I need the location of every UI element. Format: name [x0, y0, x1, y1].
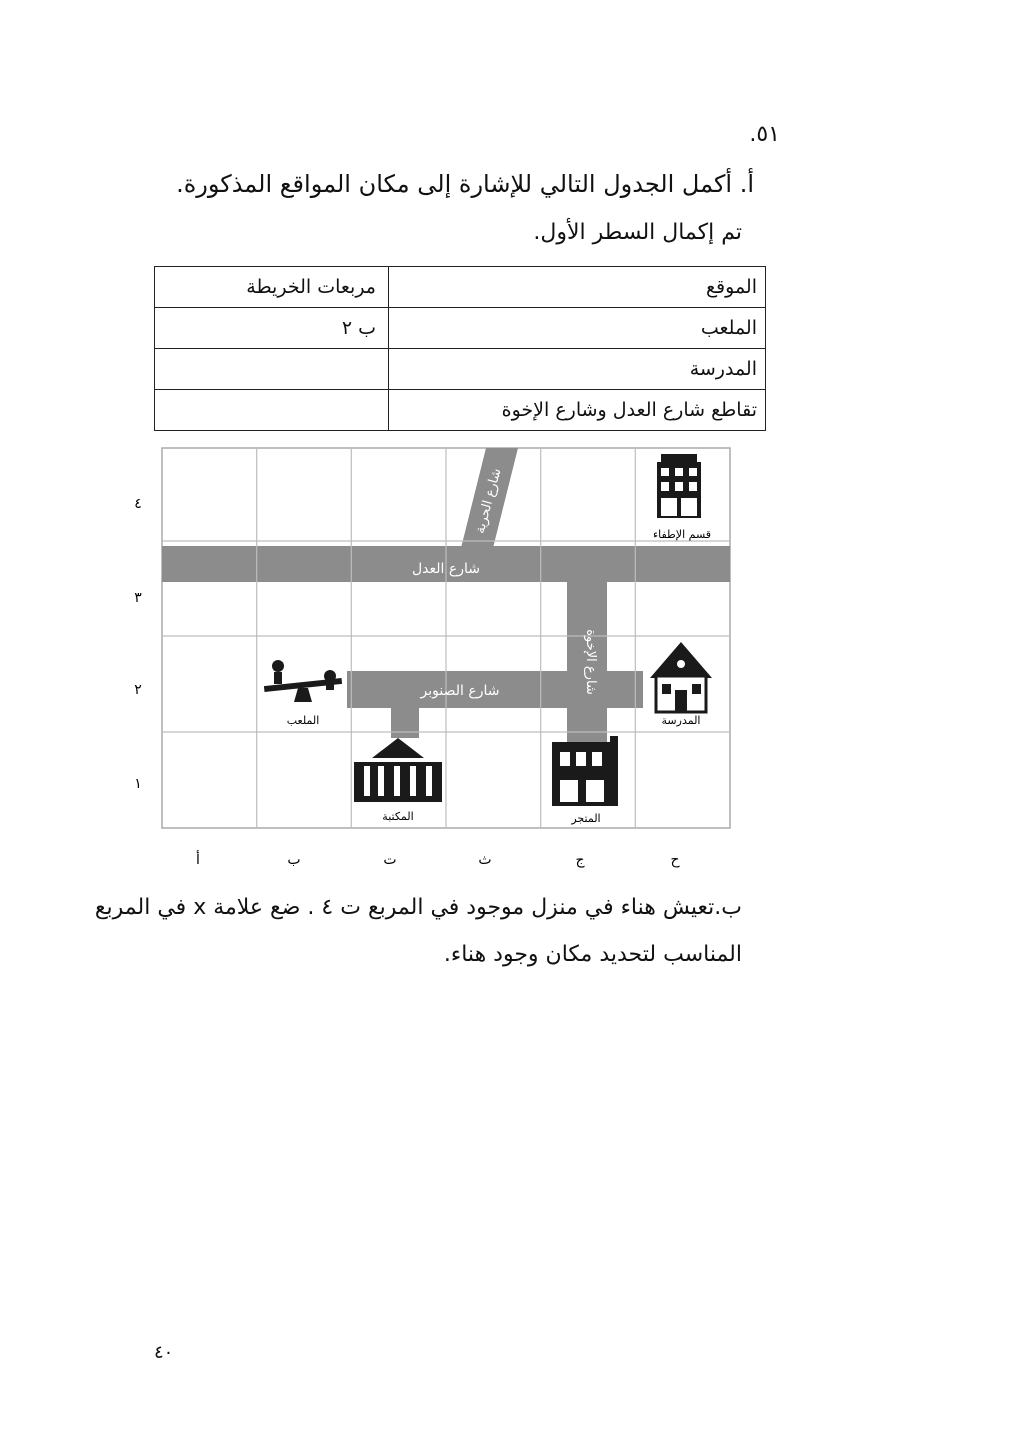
col-label-b: ب: [287, 852, 301, 868]
street-label-sanawbar: شارع الصنوبر: [420, 683, 500, 699]
part-a-note: تم إكمال السطر الأول.: [533, 220, 742, 245]
row-map-square[interactable]: ب ٢: [155, 308, 389, 349]
col-label-j: ج: [575, 852, 585, 868]
part-b-line1: ب.تعيش هناء في منزل موجود في المربع ت ٤ . ضع علامة x في المربع: [94, 895, 742, 920]
street-label-ukhuwa: شارع الإخوة: [583, 629, 598, 695]
row-label-4: ٤: [134, 496, 142, 512]
row-map-square[interactable]: [155, 390, 389, 431]
row-map-square[interactable]: [155, 349, 389, 390]
part-b-line2: المناسب لتحديد مكان وجود هناء.: [443, 942, 742, 967]
label-library: المكتبة: [382, 810, 414, 823]
row-location: المدرسة: [389, 349, 766, 390]
col-label-th: ث: [478, 852, 492, 868]
town-map: [120, 440, 760, 880]
row-location: تقاطع شارع العدل وشارع الإخوة: [389, 390, 766, 431]
part-a-instruction: أ. أكمل الجدول التالي للإشارة إلى مكان المواقع المذكورة.: [176, 170, 754, 198]
store-icon: [552, 736, 618, 806]
row-label-2: ٢: [134, 682, 142, 698]
col-label-t: ت: [383, 852, 397, 868]
fire-station-icon: [657, 454, 701, 518]
header-location: الموقع: [389, 267, 766, 308]
label-store: المتجر: [571, 812, 601, 825]
label-fire-station: قسم الإطفاء: [652, 528, 712, 541]
label-playground: الملعب: [286, 714, 320, 727]
table-row: [155, 308, 766, 349]
street-label-adl: شارع العدل: [412, 561, 480, 577]
table-row: [155, 349, 766, 390]
road-sanawbar-spur: [391, 708, 419, 738]
label-school: المدرسة: [661, 714, 701, 727]
street-label-hurriya: شارع الحرية: [472, 466, 505, 536]
table-row: [155, 390, 766, 431]
question-number: .٥١: [749, 122, 780, 147]
table-header-row: [155, 267, 766, 308]
locations-table: [154, 266, 766, 431]
row-label-3: ٣: [134, 590, 142, 606]
row-label-1: ١: [134, 776, 142, 792]
col-label-h: ح: [670, 852, 680, 868]
header-map-square: مربعات الخريطة: [155, 267, 389, 308]
page-number: ٤٠: [154, 1342, 174, 1363]
row-location: الملعب: [389, 308, 766, 349]
col-label-a: أ: [196, 852, 200, 868]
